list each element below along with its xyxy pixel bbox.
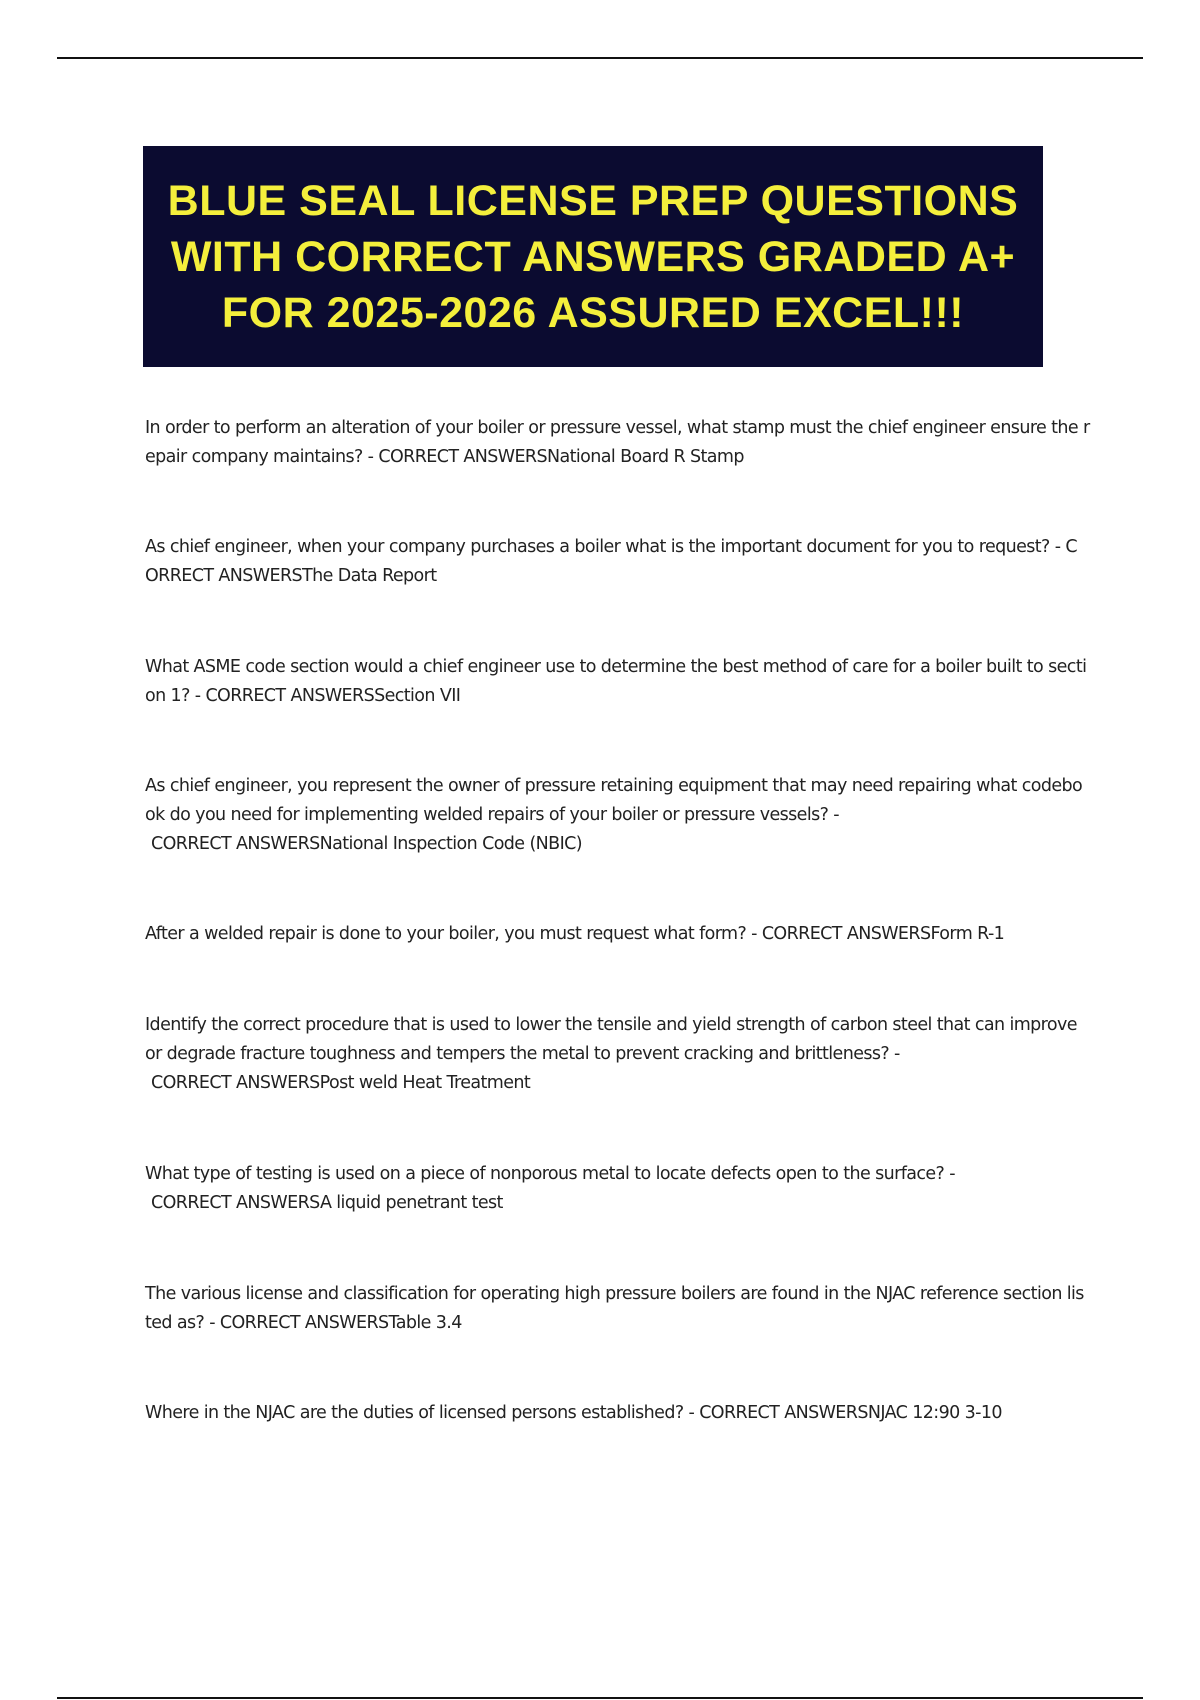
document-title: BLUE SEAL LICENSE PREP QUESTIONS WITH CORRECT ANSWERS GRADED A+ FOR 2025-2026 ASSURED EXCEL!!! [167,176,1019,337]
question-text: What ASME code section would a chief engineer use to determine the best method of care for a boiler built to section 1? - [145,657,1087,706]
top-divider [57,57,1143,59]
question-text: What type of testing is used on a piece of nonporous metal to locate defects open to the surface? - [145,1164,955,1184]
question-text: After a welded repair is done to your boiler, you must request what form? - [145,924,762,944]
qa-item [145,1280,1090,1338]
qa-item [145,1011,1090,1098]
qa-item [145,772,1090,859]
answer-text: CORRECT ANSWERSNJAC 12:90 3-10 [699,1403,1002,1423]
qa-item [145,414,1090,472]
question-text: Where in the NJAC are the duties of licensed persons established? - [145,1403,700,1423]
answer-text: CORRECT ANSWERSNational Board R Stamp [378,447,744,467]
answer-text: CORRECT ANSWERSNational Inspection Code (NBIC) [151,834,582,854]
qa-item [145,653,1090,711]
title-banner [143,146,1043,367]
qa-item [145,1399,1002,1428]
question-text: As chief engineer, when your company purchases a boiler what is the important document for you to request? - [145,537,1066,557]
answer-text: CORRECT ANSWERSForm R-1 [761,924,1005,944]
question-text: As chief engineer, you represent the owner of pressure retaining equipment that may need repairing what codebook do you need for implementing welded repairs of your boiler or pressure vessels? - [145,776,1083,825]
question-text: The various license and classification for operating high pressure boilers are found in the NJAC reference section listed as? - [145,1284,1084,1333]
answer-text: CORRECT ANSWERSTable 3.4 [219,1313,462,1333]
answer-text: CORRECT ANSWERSSection VII [205,686,461,706]
answer-text: CORRECT ANSWERSThe Data Report [145,537,1078,586]
answer-text: CORRECT ANSWERSPost weld Heat Treatment [151,1073,531,1093]
answer-text: CORRECT ANSWERSA liquid penetrant test [151,1193,503,1213]
question-text: Identify the correct procedure that is used to lower the tensile and yield strength of carbon steel that can improve or degrade fracture toughness and tempers the metal to prevent cracking and brittleness? - [145,1015,1077,1064]
qa-item [145,1160,955,1218]
qa-item [145,920,1004,949]
bottom-divider [57,1697,1143,1699]
qa-item [145,533,1090,591]
question-text: In order to perform an alteration of your boiler or pressure vessel, what stamp must the chief engineer ensure the repair company maintains? - [145,418,1090,467]
